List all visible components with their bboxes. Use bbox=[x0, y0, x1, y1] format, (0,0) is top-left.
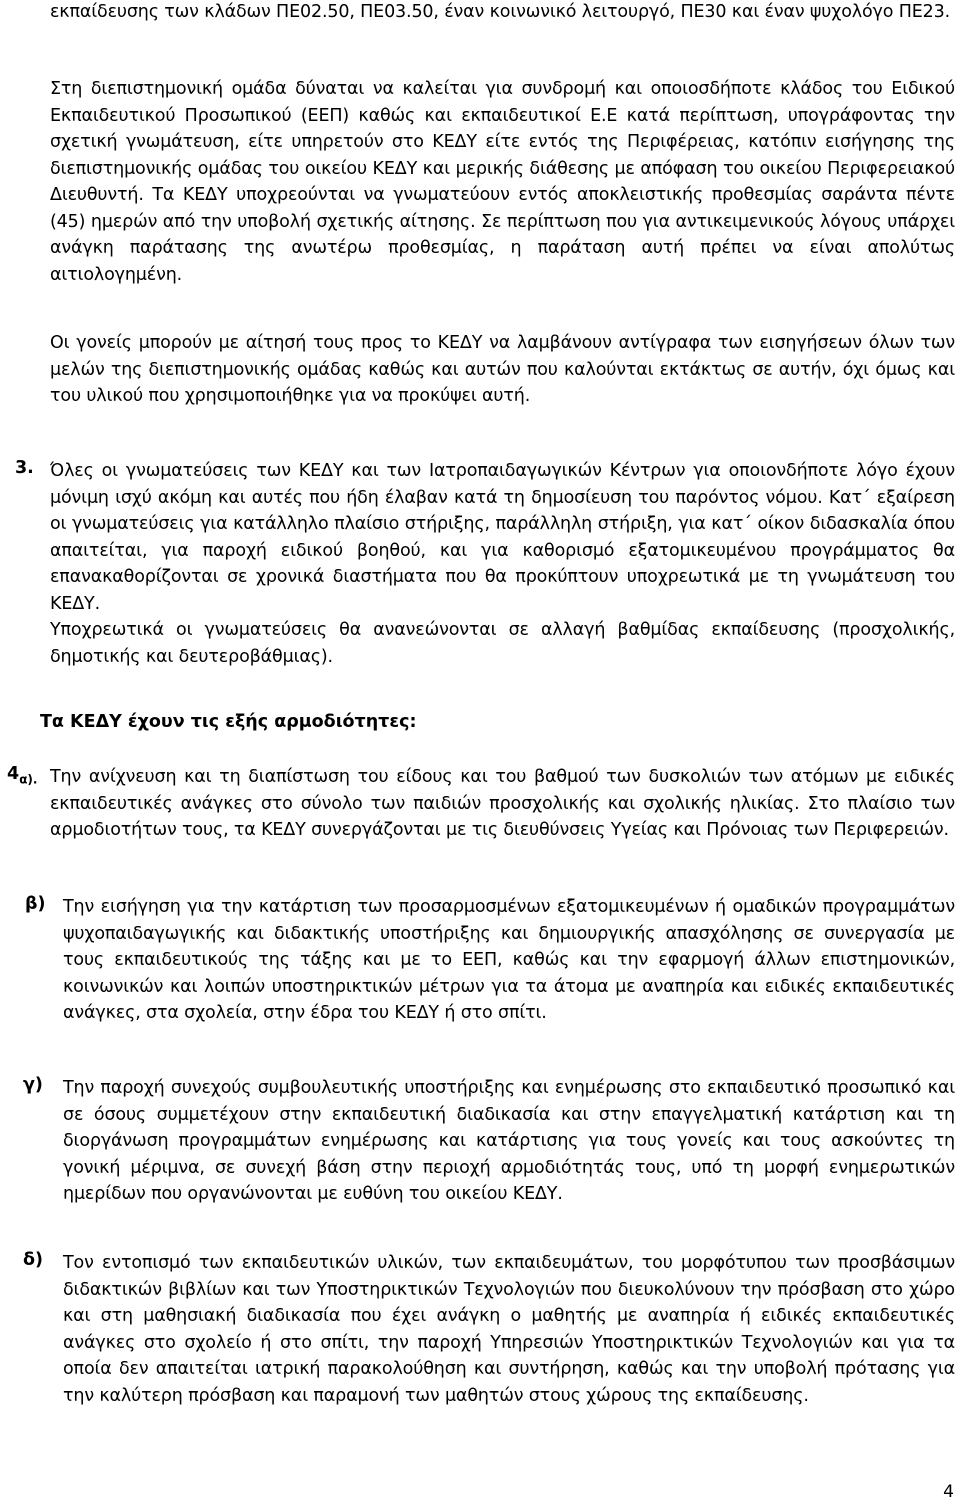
paragraph-intro: εκπαίδευσης των κλάδων ΠΕ02.50, ΠΕ03.50, έναν κοινωνικό λειτουργό, ΠΕ30 και έναν ψυχολόγο ΠΕ23. bbox=[50, 2, 951, 22]
section-heading: Τα ΚΕΔΥ έχουν τις εξής αρμοδιότητες: bbox=[40, 712, 417, 732]
item-g bbox=[23, 1075, 955, 1208]
item-g-label: γ) bbox=[23, 1075, 43, 1095]
section-3-number: 3. bbox=[15, 458, 34, 478]
paragraph-interdisciplinary-team: Στη διεπιστημονική ομάδα δύναται να καλείται για συνδρομή και οποιοσδήποτε κλάδος του Ειδικού Εκπαιδευτικού Προσωπικού (ΕΕΠ) καθώς και εκπαιδευτικοί Ε.Ε κατά περίπτωση, υπογράφοντας την σχετική γνωμάτευση, είτε υπηρετούν στο ΚΕΔΥ είτε εντός της Περιφέρειας, κατόπιν εισήγησης της διεπιστημονικής ομάδας του οικείου ΚΕΔΥ και μερικής διάθεσης με απόφαση του οικείου Περιφερειακού Διευθυντή. Τα ΚΕΔΥ υποχρεούνται να γνωματεύουν εντός αποκλειστικής προθεσμίας σαράντα πέντε (45) ημερών από την υποβολή σχετικής αίτησης. Σε περίπτωση που για αντικειμενικούς λόγους υπάρχει ανάγκη παράτασης της ανωτέρω προθεσμίας, η παράταση αυτή πρέπει να είναι απολύτως αιτιολογημένη. bbox=[50, 79, 955, 285]
section-3-text: Όλες οι γνωματεύσεις των ΚΕΔΥ και των Ιατροπαιδαγωγικών Κέντρων για οποιονδήποτε λόγο έχουν μόνιμη ισχύ ακόμη και αυτές που ήδη έλαβαν κατά τη δημοσίευση του παρόντος νόμου. Κατ΄ εξαίρεση οι γνωματεύσεις για κατάλληλο πλαίσιο στήριξης, παράλληλη στήριξη, για κατ΄ οίκον διδασκαλία όπου απαιτείται, για παροχή ειδικού βοηθού, και για καθορισμό εξατομικευμένου προγράμματος θα επανακαθορίζονται σε χρονικά διαστήματα που θα προκύπτουν υποχρεωτικά με τη γνωμάτευση του ΚΕΔΥ. bbox=[50, 461, 955, 614]
section-3-text-2: Υποχρεωτικά οι γνωματεύσεις θα ανανεώνονται σε αλλαγή βαθμίδας εκπαίδευσης (προσχολικής, δημοτικής και δευτεροβάθμιας). bbox=[50, 620, 955, 667]
item-a-text: Την ανίχνευση και τη διαπίστωση του είδους και του βαθμού των δυσκολιών των ατόμων με ειδικές εκπαιδευτικές ανάγκες στο σύνολο των παιδιών προσχολικής και σχολικής ηλικίας. Στο πλαίσιο των αρμοδιοτήτων τους, τα ΚΕΔΥ συνεργάζονται με τις διευθύνσεις Υγείας και Πρόνοιας των Περιφερειών. bbox=[50, 767, 955, 840]
item-d-text: Τον εντοπισμό των εκπαιδευτικών υλικών, των εκπαιδευμάτων, του μορφότυπου των προσβάσιμων διδακτικών βιβλίων και των Υποστηρικτικών Τεχνολογιών που διευκολύνουν την πρόσβαση στο χώρο και στη μαθησιακή διαδικασία που έχει ανάγκη ο μαθητής με αναπηρία ή ειδικές εκπαιδευτικές ανάγκες στο σχολείο ή στο σπίτι, την παροχή Υπηρεσιών Υποστηρικτικών Τεχνολογιών και για τα οποία δεν απαιτείται ιατρική παρακολούθηση και συντήρηση, καθώς και την υποβολή πρότασης για την καλύτερη πρόσβαση και παραμονή των μαθητών στους χώρους της εκπαίδευσης. bbox=[63, 1253, 955, 1406]
item-g-text: Την παροχή συνεχούς συμβουλευτικής υποστήριξης και ενημέρωσης στο εκπαιδευτικό προσωπικό και σε όσους συμμετέχουν στην εκπαιδευτική διαδικασία και στην επαγγελματική κατάρτιση και τη διοργάνωση προγραμμάτων ενημέρωσης και κατάρτισης για τους γονείς και τους ασκούντες τη γονική μέριμνα, σε συνεχή βάση στην περιοχή αρμοδιότητάς τους, υπό τη μορφή ενημερωτικών ημερίδων που οργανώνονται με ευθύνη του οικείου ΚΕΔΥ. bbox=[63, 1078, 955, 1204]
item-b bbox=[25, 894, 955, 1027]
item-b-label: β) bbox=[25, 894, 46, 914]
page-number: 4 bbox=[943, 1482, 954, 1502]
item-d-label: δ) bbox=[23, 1250, 44, 1270]
item-d bbox=[23, 1250, 955, 1409]
item-b-text: Την εισήγηση για την κατάρτιση των προσαρμοσμένων εξατομικευμένων ή ομαδικών προγραμμάτων ψυχοπαιδαγωγικής και διδακτικής υποστήριξης και δημιουργικής απασχόλησης σε συνεργασία με τους εκπαιδευτικούς της τάξης και με το ΕΕΠ, καθώς και την εφαρμογή άλλων επιστημονικών, κοινωνικών και λοιπών υποστηρικτικών μέτρων για τα άτομα με αναπηρία και ειδικές εκπαιδευτικές ανάγκες, στα σχολεία, στην έδρα του ΚΕΔΥ ή στο σπίτι. bbox=[63, 897, 955, 1023]
paragraph-parents: Οι γονείς μπορούν με αίτησή τους προς το ΚΕΔΥ να λαμβάνουν αντίγραφα των εισηγήσεων όλων των μελών της διεπιστημονικής ομάδας καθώς και αυτών που καλούνται εκτάκτως σε αυτήν, όχι όμως και του υλικού που χρησιμοποιήθηκε για να προκύψει αυτή. bbox=[50, 333, 955, 406]
section-3 bbox=[15, 458, 955, 670]
item-a-label bbox=[7, 764, 37, 787]
item-a bbox=[7, 764, 955, 844]
item-a-sub: α). bbox=[19, 772, 38, 787]
item-a-number: 4 bbox=[7, 764, 20, 784]
